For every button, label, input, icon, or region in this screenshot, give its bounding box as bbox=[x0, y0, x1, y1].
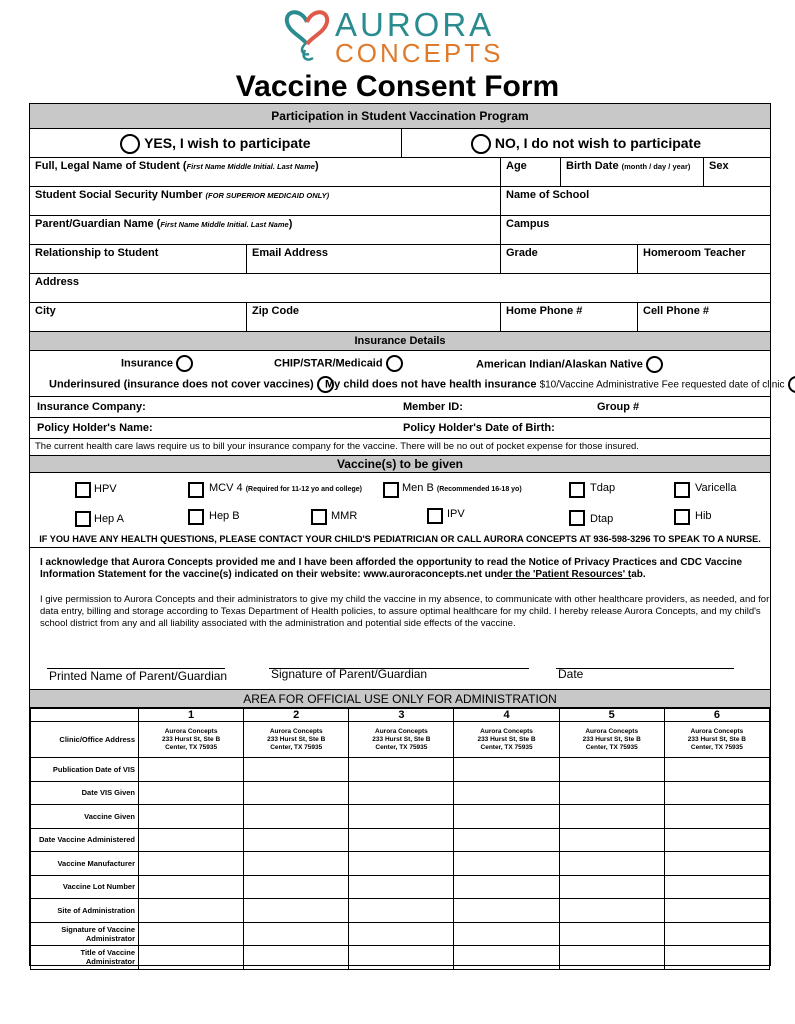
aurora-logo bbox=[283, 4, 523, 66]
student-name-label: Full, Legal Name of Student ( bbox=[35, 160, 187, 172]
admin-entry-cell[interactable] bbox=[139, 922, 244, 946]
admin-entry-cell[interactable] bbox=[454, 781, 559, 805]
admin-entry-cell[interactable] bbox=[664, 781, 769, 805]
ssn-hint: (FOR SUPERIOR MEDICAID ONLY) bbox=[205, 191, 330, 200]
admin-entry-cell[interactable] bbox=[349, 946, 454, 970]
no-label: NO, I do not wish to participate bbox=[494, 135, 701, 151]
admin-entry-cell[interactable] bbox=[664, 946, 769, 970]
ssn-field[interactable] bbox=[30, 187, 500, 215]
hib-checkbox[interactable] bbox=[674, 509, 690, 525]
parent-name-label: Parent/Guardian Name ( bbox=[35, 218, 161, 230]
member-id-field[interactable]: Member ID: bbox=[403, 401, 463, 413]
admin-entry-cell[interactable] bbox=[664, 828, 769, 852]
admin-entry-cell[interactable] bbox=[559, 899, 664, 923]
admin-entry-cell[interactable] bbox=[664, 875, 769, 899]
menb-label: Men B (Recommended 16-18 yo) bbox=[402, 482, 522, 494]
address-label: Address bbox=[35, 276, 80, 288]
admin-row-label: Vaccine Given bbox=[31, 805, 139, 829]
admin-entry-cell[interactable] bbox=[559, 828, 664, 852]
clinic-address-line: Center, TX 75935 bbox=[480, 743, 533, 751]
city-label: City bbox=[35, 305, 56, 317]
tdap-checkbox[interactable] bbox=[569, 482, 585, 498]
yes-radio[interactable] bbox=[120, 134, 140, 154]
yes-label: YES, I wish to participate bbox=[144, 135, 311, 151]
clinic-address-line: 233 Hurst St, Ste B bbox=[372, 735, 431, 743]
health-warning: IF YOU HAVE ANY HEALTH QUESTIONS, PLEASE CONTACT YOUR CHILD'S PEDIATRICIAN OR CALL AURORA CONCEPTS AT 936-598-3296 TO SPEAK TO A NURSE. bbox=[30, 532, 770, 548]
admin-entry-cell[interactable] bbox=[244, 899, 349, 923]
mmr-checkbox[interactable] bbox=[311, 509, 327, 525]
zip-field[interactable] bbox=[246, 303, 500, 331]
participation-header: Participation in Student Vaccination Program bbox=[30, 104, 770, 129]
admin-entry-cell[interactable] bbox=[664, 852, 769, 876]
admin-entry-cell[interactable] bbox=[139, 781, 244, 805]
insurance-notice: The current health care laws require us to bill your insurance company for the vaccine. There will be no out of pocket expense for those insured. bbox=[35, 441, 639, 452]
city-field[interactable] bbox=[30, 303, 246, 331]
clinic-address-label: Clinic/Office Address bbox=[31, 722, 139, 758]
admin-table-row bbox=[31, 781, 770, 805]
admin-column-number: 2 bbox=[244, 709, 349, 722]
grade-field[interactable] bbox=[500, 245, 637, 273]
clinic-address-line: Aurora Concepts bbox=[690, 727, 744, 735]
menb-checkbox[interactable] bbox=[383, 482, 399, 498]
ipv-label: IPV bbox=[447, 508, 465, 520]
admin-entry-cell[interactable] bbox=[454, 946, 559, 970]
birth-date-field[interactable] bbox=[560, 158, 703, 186]
clinic-address-cell bbox=[454, 722, 559, 758]
zip-label: Zip Code bbox=[252, 305, 300, 317]
birth-date-hint: (month / day / year) bbox=[621, 162, 691, 171]
address-field[interactable] bbox=[30, 274, 770, 302]
policy-holder-field[interactable]: Policy Holder's Name: bbox=[37, 422, 153, 434]
admin-row-label: Vaccine Manufacturer bbox=[31, 852, 139, 876]
admin-entry-cell[interactable] bbox=[244, 852, 349, 876]
admin-entry-cell[interactable] bbox=[139, 758, 244, 782]
email-label: Email Address bbox=[252, 247, 329, 259]
printed-name-label: Printed Name of Parent/Guardian bbox=[49, 669, 228, 683]
admin-entry-cell[interactable] bbox=[349, 875, 454, 899]
admin-row-label: Signature of Vaccine Administrator bbox=[31, 922, 139, 946]
mmr-label: MMR bbox=[331, 510, 358, 522]
school-field[interactable] bbox=[500, 187, 770, 215]
clinic-address-line: Center, TX 75935 bbox=[690, 743, 743, 751]
admin-entry-cell[interactable] bbox=[139, 946, 244, 970]
native-option[interactable] bbox=[476, 356, 663, 373]
clinic-address-cell bbox=[664, 722, 769, 758]
mcv4-label: MCV 4 (Required for 11-12 yo and college) bbox=[209, 482, 362, 494]
admin-entry-cell[interactable] bbox=[664, 899, 769, 923]
admin-entry-cell[interactable] bbox=[454, 805, 559, 829]
clinic-address-line: Center, TX 75935 bbox=[165, 743, 218, 751]
clinic-address-line: 233 Hurst St, Ste B bbox=[267, 735, 326, 743]
admin-column-number: 1 bbox=[139, 709, 244, 722]
cell-phone-field[interactable] bbox=[637, 303, 770, 331]
admin-entry-cell[interactable] bbox=[139, 899, 244, 923]
admin-table-row bbox=[31, 805, 770, 829]
clinic-address-line: Aurora Concepts bbox=[375, 727, 428, 735]
clinic-address-line: Aurora Concepts bbox=[585, 727, 639, 735]
consent-form bbox=[29, 103, 785, 967]
admin-corner bbox=[31, 709, 139, 722]
admin-table-row bbox=[31, 875, 770, 899]
acknowledgement-text: I acknowledge that Aurora Concepts provided me and I have been afforded the opportunity to read the Notice of Privacy Practices and CDC Vaccine Information Statement for the vaccine(s) indicated on their website: www.auroraconcepts.net under the 'Patient Resources' tab. bbox=[40, 557, 743, 580]
admin-entry-cell[interactable] bbox=[349, 899, 454, 923]
admin-entry-cell[interactable] bbox=[559, 852, 664, 876]
no-option[interactable] bbox=[401, 129, 770, 157]
home-phone-field[interactable] bbox=[500, 303, 637, 331]
admin-entry-cell[interactable] bbox=[244, 781, 349, 805]
admin-row-label: Vaccine Lot Number bbox=[31, 875, 139, 899]
admin-row-label: Date VIS Given bbox=[31, 781, 139, 805]
clinic-address-line: 233 Hurst St, Ste B bbox=[582, 735, 641, 743]
parent-name-hint: First Name Middle Initial. Last Name bbox=[160, 220, 289, 229]
mcv4-checkbox[interactable] bbox=[188, 482, 204, 498]
admin-entry-cell[interactable] bbox=[349, 828, 454, 852]
insurance-company-field[interactable]: Insurance Company: bbox=[37, 401, 146, 413]
campus-field[interactable] bbox=[500, 216, 770, 244]
clinic-address-line: Aurora Concepts bbox=[480, 727, 533, 735]
admin-entry-cell[interactable] bbox=[244, 946, 349, 970]
clinic-address-row bbox=[31, 722, 770, 758]
native-option-label: American Indian/Alaskan Native bbox=[476, 358, 643, 371]
admin-column-number: 3 bbox=[349, 709, 454, 722]
admin-entry-cell[interactable] bbox=[454, 922, 559, 946]
clinic-address-line: 233 Hurst St, Ste B bbox=[161, 735, 221, 743]
admin-entry-cell[interactable] bbox=[559, 781, 664, 805]
clinic-address-line: Center, TX 75935 bbox=[585, 743, 638, 751]
logo-text-concepts: CONCEPTS bbox=[335, 38, 504, 68]
page-title: Vaccine Consent Form bbox=[235, 70, 560, 103]
clinic-address-cell bbox=[244, 722, 349, 758]
clinic-address-line: 233 Hurst St, Ste B bbox=[477, 735, 536, 743]
hepb-checkbox[interactable] bbox=[188, 509, 204, 525]
signature-label: Signature of Parent/Guardian bbox=[271, 667, 428, 681]
vaccines-header: Vaccine(s) to be given bbox=[30, 456, 770, 473]
admin-column-number: 4 bbox=[454, 709, 559, 722]
varicella-label: Varicella bbox=[695, 482, 737, 494]
admin-entry-cell[interactable] bbox=[454, 899, 559, 923]
admin-entry-cell[interactable] bbox=[559, 875, 664, 899]
admin-column-number: 5 bbox=[559, 709, 664, 722]
group-field[interactable]: Group # bbox=[597, 401, 640, 413]
age-field[interactable] bbox=[500, 158, 560, 186]
admin-entry-cell[interactable] bbox=[664, 758, 769, 782]
clinic-address-line: Aurora Concepts bbox=[164, 727, 218, 735]
parent-name-field[interactable]: Parent/Guardian Name (First Name Middle Initial. Last Name) bbox=[35, 218, 293, 230]
native-radio[interactable] bbox=[646, 356, 663, 373]
heart-logo-icon bbox=[283, 4, 331, 64]
home-phone-label: Home Phone # bbox=[506, 305, 583, 317]
varicella-checkbox[interactable] bbox=[674, 482, 690, 498]
date-label: Date bbox=[558, 667, 584, 681]
admin-entry-cell[interactable] bbox=[349, 805, 454, 829]
hib-label: Hib bbox=[695, 510, 712, 522]
hepa-checkbox[interactable] bbox=[75, 511, 91, 527]
admin-entry-cell[interactable] bbox=[664, 922, 769, 946]
chip-radio[interactable] bbox=[386, 355, 403, 372]
admin-row-label: Date Vaccine Administered bbox=[31, 828, 139, 852]
admin-entry-cell[interactable] bbox=[454, 852, 559, 876]
permission-text: I give permission to Aurora Concepts and their administrators to give my child the vaccine in my absence, to communicate with other healthcare providers, as needed, and for data entry, billing and storage according to Texas Department of Health policies, to assure optimal healthcare for my child. I hereby release Aurora Concepts, and my child's school district from any and all liability associated with the administration and potential side effects of the vaccine. bbox=[40, 594, 770, 629]
clinic-address-line: 233 Hurst St, Ste B bbox=[687, 735, 746, 743]
admin-entry-cell[interactable] bbox=[559, 946, 664, 970]
insurance-option-label: Insurance bbox=[121, 357, 173, 370]
insurance-radio[interactable] bbox=[176, 355, 193, 372]
grade-label: Grade bbox=[506, 247, 538, 259]
admin-entry-cell[interactable] bbox=[349, 781, 454, 805]
admin-row-label: Title of Vaccine Administrator bbox=[31, 946, 139, 970]
ssn-label: Student Social Security Number bbox=[35, 189, 203, 201]
school-label: Name of School bbox=[506, 189, 590, 201]
no-insurance-option[interactable] bbox=[325, 376, 795, 393]
clinic-address-line: Center, TX 75935 bbox=[375, 743, 428, 751]
dtap-label: Dtap bbox=[590, 513, 614, 525]
admin-entry-cell[interactable] bbox=[244, 875, 349, 899]
email-field[interactable] bbox=[246, 245, 500, 273]
insurance-header: Insurance Details bbox=[30, 332, 770, 351]
hepa-label: Hep A bbox=[94, 513, 124, 525]
birth-date-label: Birth Date bbox=[566, 160, 619, 172]
admin-entry-cell[interactable] bbox=[244, 922, 349, 946]
admin-table-row bbox=[31, 758, 770, 782]
clinic-address-line: Aurora Concepts bbox=[269, 727, 323, 735]
tdap-label: Tdap bbox=[590, 482, 616, 494]
no-insurance-option-label: My child does not have health insurance bbox=[325, 378, 537, 391]
hpv-label: HPV bbox=[94, 483, 117, 495]
admin-row-label: Publication Date of VIS bbox=[31, 758, 139, 782]
sex-label: Sex bbox=[709, 160, 729, 172]
admin-entry-cell[interactable] bbox=[349, 852, 454, 876]
admin-table-row bbox=[31, 852, 770, 876]
clinic-address-cell bbox=[559, 722, 664, 758]
admin-entry-cell[interactable] bbox=[664, 805, 769, 829]
admin-entry-cell[interactable] bbox=[559, 758, 664, 782]
student-name-field[interactable]: Full, Legal Name of Student (First Name Middle Initial. Last Name) bbox=[35, 160, 319, 172]
no-insurance-fee-text: $10/Vaccine Administrative Fee requested date of clinic bbox=[539, 379, 785, 391]
admin-entry-cell[interactable] bbox=[454, 875, 559, 899]
admin-column-numbers bbox=[31, 709, 770, 722]
insurance-option[interactable] bbox=[121, 355, 193, 372]
admin-table-row bbox=[31, 922, 770, 946]
underinsured-option-label: Underinsured (insurance does not cover vaccines) bbox=[49, 378, 314, 391]
admin-entry-cell[interactable] bbox=[559, 922, 664, 946]
chip-option-label: CHIP/STAR/Medicaid bbox=[274, 357, 383, 370]
student-name-hint: First Name Middle Initial. Last Name bbox=[186, 162, 315, 171]
no-insurance-radio[interactable] bbox=[788, 376, 795, 393]
age-label: Age bbox=[506, 160, 527, 172]
admin-entry-cell[interactable] bbox=[139, 828, 244, 852]
admin-table-row bbox=[31, 828, 770, 852]
underinsured-option[interactable] bbox=[49, 376, 334, 393]
admin-entry-cell[interactable] bbox=[244, 805, 349, 829]
admin-table-row bbox=[31, 899, 770, 923]
admin-entry-cell[interactable] bbox=[559, 805, 664, 829]
admin-entry-cell[interactable] bbox=[139, 875, 244, 899]
clinic-address-cell bbox=[349, 722, 454, 758]
admin-entry-cell[interactable] bbox=[349, 758, 454, 782]
hepb-label: Hep B bbox=[209, 510, 240, 522]
admin-header: AREA FOR OFFICIAL USE ONLY FOR ADMINISTRATION bbox=[30, 689, 770, 708]
admin-entry-cell[interactable] bbox=[454, 758, 559, 782]
admin-entry-cell[interactable] bbox=[454, 828, 559, 852]
admin-entry-cell[interactable] bbox=[244, 758, 349, 782]
yes-option[interactable] bbox=[30, 129, 401, 157]
clinic-address-line: Center, TX 75935 bbox=[270, 743, 323, 751]
no-radio[interactable] bbox=[471, 134, 491, 154]
hpv-checkbox[interactable] bbox=[75, 482, 91, 498]
admin-entry-cell[interactable] bbox=[139, 852, 244, 876]
admin-table bbox=[30, 708, 770, 970]
relationship-field[interactable] bbox=[30, 245, 246, 273]
admin-table-row bbox=[31, 946, 770, 970]
logo-text-aurora: AURORA bbox=[335, 6, 495, 43]
sex-field[interactable] bbox=[703, 158, 770, 186]
admin-entry-cell[interactable] bbox=[244, 828, 349, 852]
relationship-label: Relationship to Student bbox=[35, 247, 159, 259]
clinic-address-cell bbox=[139, 722, 244, 758]
homeroom-label: Homeroom Teacher bbox=[643, 247, 746, 259]
chip-option[interactable] bbox=[274, 355, 403, 372]
admin-entry-cell[interactable] bbox=[349, 922, 454, 946]
homeroom-field[interactable] bbox=[637, 245, 770, 273]
admin-entry-cell[interactable] bbox=[139, 805, 244, 829]
ipv-checkbox[interactable] bbox=[427, 508, 443, 524]
admin-row-label: Site of Administration bbox=[31, 899, 139, 923]
cell-phone-label: Cell Phone # bbox=[643, 305, 710, 317]
admin-column-number: 6 bbox=[664, 709, 769, 722]
dtap-checkbox[interactable] bbox=[569, 510, 585, 526]
campus-label: Campus bbox=[506, 218, 550, 230]
policy-holder-dob-field[interactable]: Policy Holder's Date of Birth: bbox=[403, 422, 555, 434]
